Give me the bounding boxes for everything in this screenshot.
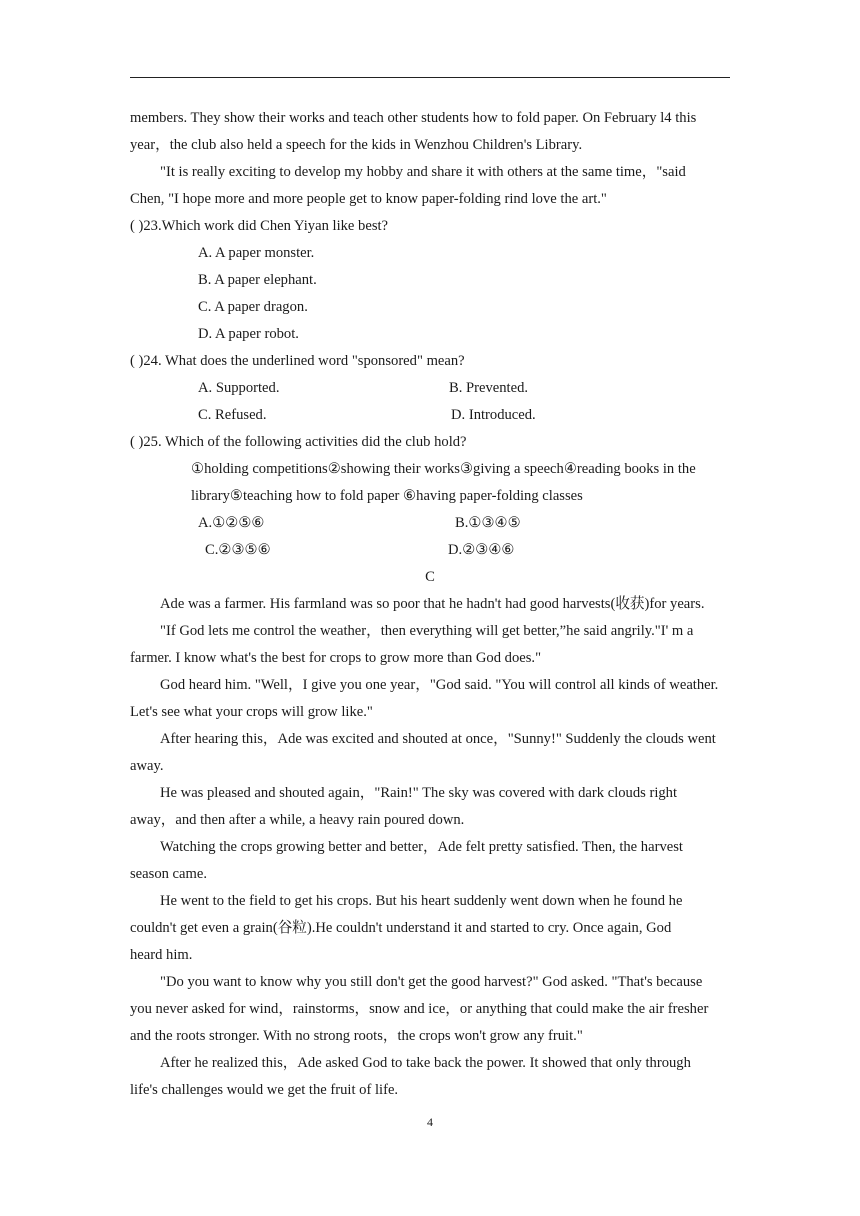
passage-line: heard him. [130,947,193,963]
q25-choices-line: library⑤teaching how to fold paper ⑥having paper-folding classes [191,488,583,504]
passage-line: Ade was a farmer. His farmland was so poor that he hadn't had good harvests(收获)for years. [160,596,705,612]
q25-option-c: C.②③⑤⑥ [205,542,271,558]
header-rule [130,77,730,78]
passage-line: "It is really exciting to develop my hobby and share it with others at the same time，"said [160,164,686,180]
passage-line: He was pleased and shouted again，"Rain!" The sky was covered with dark clouds right [160,785,678,801]
q23-option-d: D. A paper robot. [198,326,299,342]
passage-line: Let's see what your crops will grow like." [130,704,373,720]
passage-line: away. [130,758,164,774]
passage-line: "Do you want to know why you still don't get the good harvest?" God asked. "That's because [160,974,703,990]
passage-line: season came. [130,866,207,882]
q24-option-a: A. Supported. [198,380,280,396]
passage-line: God heard him. "Well，I give you one year，"God said. "You will control all kinds of weather. [160,677,719,693]
passage-line: couldn't get even a grain(谷粒).He couldn't understand it and started to cry. Once again, God [130,920,672,936]
q23-option-c: C. A paper dragon. [198,299,308,315]
passage-line: farmer. I know what's the best for crops to grow more than God does." [130,650,542,666]
section-heading: C [425,569,435,585]
passage-line: members. They show their works and teach other students how to fold paper. On February l4 this [130,110,697,126]
q25-option-a: A.①②⑤⑥ [198,515,265,531]
question-25-stem: ( )25. Which of the following activities did the club hold? [130,434,467,450]
passage-line: away，and then after a while, a heavy rain poured down. [130,812,465,828]
q24-option-c: C. Refused. [198,407,267,423]
q25-choices-line: ①holding competitions②showing their works③giving a speech④reading books in the [191,461,696,477]
passage-line: life's challenges would we get the fruit of life. [130,1082,399,1098]
passage-line: Watching the crops growing better and better，Ade felt pretty satisfied. Then, the harvest [160,839,683,855]
question-24-stem: ( )24. What does the underlined word "sponsored" mean? [130,353,465,369]
passage-line: After he realized this，Ade asked God to take back the power. It showed that only through [160,1055,691,1071]
q25-option-d: D.②③④⑥ [448,542,515,558]
passage-line: year，the club also held a speech for the kids in Wenzhou Children's Library. [130,137,583,153]
passage-line: Chen, "I hope more and more people get to know paper-folding rind love the art." [130,191,607,207]
page-number: 4 [427,1115,433,1129]
q23-option-b: B. A paper elephant. [198,272,317,288]
question-23-stem: ( )23.Which work did Chen Yiyan like best? [130,218,389,234]
passage-line: "If God lets me control the weather，then everything will get better,”he said angrily."I' m a [160,623,694,639]
passage-line: and the roots stronger. With no strong roots，the crops won't grow any fruit." [130,1028,583,1044]
passage-line: you never asked for wind，rainstorms，snow and ice，or anything that could make the air fresher [130,1001,709,1017]
passage-line: He went to the field to get his crops. But his heart suddenly went down when he found he [160,893,683,909]
q24-option-d: D. Introduced. [451,407,536,423]
q25-option-b: B.①③④⑤ [455,515,521,531]
passage-line: After hearing this，Ade was excited and shouted at once，"Sunny!" Suddenly the clouds went [160,731,716,747]
q23-option-a: A. A paper monster. [198,245,315,261]
q24-option-b: B. Prevented. [449,380,529,396]
